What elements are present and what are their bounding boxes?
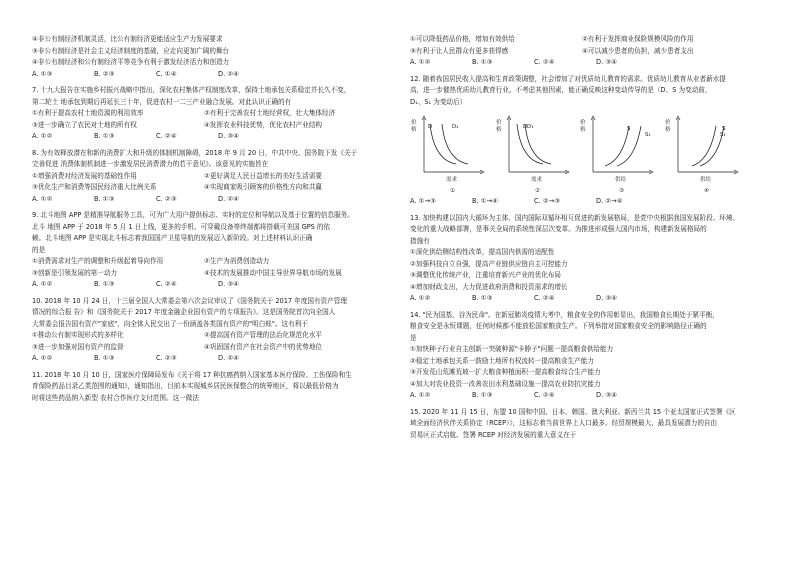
question-stem: 第二轮土 地承包到期后再延长三十年，促进农村一二三产业融合发展。对此认识正确的有	[32, 97, 292, 106]
right-column	[410, 34, 755, 441]
diagram-4	[664, 110, 740, 196]
option-line: ④非公有制经济机制灵活，比公有制经济更能适应生产力发展要求	[32, 35, 223, 43]
diagram-number: ④	[703, 188, 709, 194]
answer-c[interactable]: C. ①④	[156, 69, 177, 78]
answer-d[interactable]: D. ②④	[218, 354, 240, 362]
diagram-2	[495, 110, 571, 196]
question-stem: 时将这些药品纳入新型 农村合作医疗支付范围。这一做法	[32, 393, 199, 402]
option-line: ④非公有制经济和公有制经济平等竞争有利于激发经济活力和创造力	[32, 58, 230, 66]
curve-label: D	[428, 124, 433, 130]
answer-a[interactable]: A. ①②	[32, 194, 53, 203]
y-axis-label: 格	[580, 127, 586, 133]
answer-c[interactable]: C. ②→③	[534, 197, 561, 205]
answer-b[interactable]: B. ①→④	[472, 197, 499, 205]
question-stem: 变化的重大战略部署，是事关全局的系统性深层次变革。为推进形成强大国内市场，构建新发展格局的	[410, 225, 707, 233]
curve-label: S₁	[645, 132, 652, 138]
option-3: ③优化生产和消费等国民经济重大比例关系	[32, 183, 157, 191]
y-axis-label: 价	[411, 120, 417, 126]
question-stem: 情况的综合报 告》和《国务院关于 2017 年度金融企业国有资产的专项报告》。这是国务院首次向全国人	[32, 308, 336, 316]
option-4: ④可以减少患者的负担，减少患者支出	[582, 46, 694, 55]
answer-a[interactable]: A. ①②	[32, 132, 53, 140]
y-axis-label: 价	[495, 120, 502, 126]
answer-d[interactable]: D. ③④	[596, 294, 618, 302]
option-4: ④巩固国有资产在社会资产中的优势地位	[204, 342, 323, 351]
option-2: ②稳定土地承包关系一鼓励土地所有权流转一提高粮食生产能力	[410, 356, 594, 365]
diagram-1	[410, 110, 486, 196]
answer-c[interactable]: C. ②③	[156, 194, 177, 203]
answer-b[interactable]: B. ①③	[94, 132, 115, 140]
option-1: ①有利于提高农村土地资源的利用效率	[32, 109, 144, 117]
answer-c[interactable]: C. ②④	[156, 132, 177, 140]
option-4: ④增加财政支出，大力促进政府消费和投资需求的增长	[410, 282, 568, 291]
option-1: ①增强消费对经济发展的基础性作用	[32, 171, 137, 180]
question-stem: 11. 2018 年 10 月 10 日，国家医疗保障局发布《关于将 17 种抗癌药纳入国家基本医疗保险、工伤保险和生	[32, 370, 352, 379]
question-stem: 12. 随着我国居民收入提高和生育政策调整，社会增加了对优质幼儿教育的需求。优质幼儿教育从业者薪水提	[410, 74, 726, 83]
answer-a[interactable]: A. ①②	[32, 280, 53, 288]
question-14	[410, 310, 755, 402]
answer-choices	[32, 194, 377, 206]
answer-choices	[410, 57, 755, 69]
question-stem: 是	[410, 333, 417, 342]
question-stem: 9. 北斗地图 APP 是精准导航服务工具，可为广大用户提供标志、实时的定位和导航以及基于位置的信息服务。	[32, 211, 354, 219]
answer-b[interactable]: B. ②③	[94, 69, 115, 78]
diagram-number: ③	[619, 188, 625, 194]
answer-c[interactable]: C. ②④	[534, 58, 555, 66]
answer-choices	[32, 353, 377, 365]
option-3: ③调整优化传统产业，注重培育新兴产业的优化布局	[410, 271, 561, 279]
answer-a[interactable]: A. ①②	[410, 391, 431, 399]
curve-before	[522, 124, 551, 164]
answer-c[interactable]: C. ②④	[534, 294, 555, 302]
x-axis-label: 需求	[446, 177, 458, 183]
option-2: ②有利于发挥商业保险规模风险的作用	[582, 35, 694, 43]
diagram-number: ①	[450, 188, 455, 194]
question-stem: 14. "民为国基，谷为民命"。在新冠肺炎疫情大考中，粮食安全的作用彰显出，我国粮食长期处于紧平衡，	[410, 310, 719, 319]
option-1: ①深化供给侧结构性改革，提高国内供需的适配性	[410, 248, 555, 256]
question-stem: 北斗 地图 APP 于 2018 年 5 月 1 日上线，更多的手机、可穿戴设备等终端都将搭载可美国 GPS 的依	[32, 222, 331, 231]
curve-label: S₁	[719, 132, 726, 138]
option-2: ②有利于完善农村土地经营权，壮大集体经济	[204, 109, 336, 117]
option-4: ④发挥农业科技优势，优化农村产业结构	[204, 120, 323, 129]
diagram-number: ②	[534, 188, 540, 194]
question-stem: 贸易区正式启航。签署 RCEP 对经济发展的重大意义在于	[410, 430, 577, 439]
answer-choices	[410, 293, 755, 305]
diagram-3	[579, 110, 655, 196]
answer-choices	[410, 390, 755, 402]
curve-before	[605, 126, 629, 166]
question-stem: 13. 加快构建以国内大循环为主体、国内国际双循环相互促进的新发展格局，是党中央根据我国发展阶段、环境、	[410, 213, 740, 222]
x-axis-label: 需求	[530, 177, 542, 183]
option-1: ①加快种子行业自主创新一突破种源"卡脖子"问题一提高粮食供给能力	[410, 345, 614, 353]
option-1: ①消费需求对生产的调整和升级起着导向作用	[32, 257, 164, 265]
question-stem: 措施有	[410, 236, 430, 245]
question-stem: 大常委会报告国有资产"家底"，向全体人民交出了一份涵盖各类国有资产的"明白账"。这有利于	[32, 319, 308, 328]
curve-label: D₁	[526, 124, 534, 130]
question-stem: 育保险药品目录乙类范围的通知》，通知指出，目前本实现城乡居民医保整合的统筹地区，将以最低价格为	[32, 382, 339, 390]
answer-d[interactable]: D. ②④	[218, 194, 240, 203]
question-stem: 粮食安全是永恒课题，任何时候都不能放松国家粮食生产。下列举措对国家粮食安全的影响路径正确的	[410, 322, 707, 330]
answer-a[interactable]: A. ①→③	[410, 197, 436, 205]
option-4: ④加大对农业投资一改善农田水利基础设施一提高农业防抗灾能力	[410, 379, 601, 388]
question-12	[410, 74, 755, 208]
question-13	[410, 213, 755, 305]
answer-a[interactable]: A. ①②	[410, 294, 431, 302]
answer-b[interactable]: B. ①③	[472, 58, 493, 66]
answer-a[interactable]: A. ①②	[32, 354, 53, 362]
answer-d[interactable]: D. ③④	[596, 58, 618, 66]
answer-c[interactable]: C. ②③	[156, 354, 177, 362]
question-stem: 域全面经济伙伴关系协定（RCEP）》，这标志着当前世界上人口最多、经贸规模最大、最具发展潜力的自由	[410, 419, 718, 427]
option-3: ③进一步确立了农民对土地的所有权	[32, 120, 137, 129]
answer-a[interactable]: A. ①②	[410, 58, 431, 66]
answer-choices	[32, 131, 377, 143]
question-7	[32, 85, 377, 143]
curve-label: S	[627, 126, 631, 132]
option-2: ②生产为消费创造动力	[204, 257, 270, 265]
answer-b[interactable]: B. ①③	[472, 391, 493, 399]
question-stem: 7. 十九大报告在实施乡村振兴战略中指出，深化农村集体产权制度改革，保持土地承包关系稳定并长久不变，	[32, 86, 351, 94]
supply-demand-diagrams	[410, 110, 740, 196]
question-stem: 完善促进 消费体制机制进一步激发居民消费潜力的若干意见》。该意见的实施旨在	[32, 160, 269, 168]
question-9	[32, 210, 377, 291]
answer-c[interactable]: C. ②④	[156, 280, 177, 288]
answer-choices	[32, 279, 377, 291]
curve-after	[442, 124, 468, 164]
answer-choices	[410, 196, 755, 208]
answer-b[interactable]: B. ①③	[472, 294, 493, 302]
question-15	[410, 407, 755, 442]
answer-d[interactable]: D. ③④	[596, 391, 618, 399]
question-stem: 8. 为有效释放潜在和新的消费扩大和升级的体制机制障碍，2018 年 9 月 20 日，中共中央、国务院下发《关于	[32, 148, 358, 157]
option-2: ②提高国有资产管理的法治化规范化水平	[204, 331, 323, 339]
y-axis-label: 价	[580, 120, 586, 126]
option-4: ④实现商家吸引顾客的价格性方向和共赢	[204, 183, 323, 191]
answer-d[interactable]: D. ②④	[218, 69, 240, 78]
option-2: ②更好满足人民日益增长的美好生活需要	[204, 171, 323, 180]
curve-label: D₁	[452, 124, 459, 130]
curve-label: D	[522, 124, 527, 130]
question-10	[32, 296, 377, 365]
option-3: ③创新是引领发展的第一动力	[32, 268, 118, 277]
y-axis-label: 格	[495, 127, 502, 133]
answer-b[interactable]: B. ①③	[94, 354, 115, 362]
answer-d[interactable]: D. ③④	[218, 132, 240, 140]
option-4: ④技术的发展推动中国主导世界导航市场的发展	[204, 268, 342, 277]
answer-d[interactable]: D. ②→④	[596, 197, 623, 205]
curve-after	[692, 126, 716, 166]
x-axis-label: 供给	[615, 177, 627, 183]
answer-d[interactable]: D. ③④	[218, 280, 240, 288]
option-2: ②加强科技自立自强，提高产业链供应链自主可控能力	[410, 259, 568, 268]
answer-b[interactable]: B. ①③	[94, 194, 115, 203]
answer-b[interactable]: B. ①③	[94, 280, 115, 288]
option-3: ③有利于让人民群众有更多获得感	[410, 46, 509, 55]
option-1: ①推动公有制实现形式的多样化	[32, 331, 124, 339]
y-axis-label: 格	[411, 127, 417, 133]
curve-label: S	[721, 126, 726, 132]
question-stem: 10. 2018 年 10 月 24 日，十三届全国人大常委会第六次会议审议了《国务院关于 2017 年度国有资产管理	[32, 296, 347, 305]
question-stem: 的是	[32, 245, 46, 254]
answer-a[interactable]: A. ①③	[32, 69, 53, 78]
answer-c[interactable]: C. ②④	[534, 391, 555, 399]
option-line: ③非公有制经济是社会主义经济制度的基础，应走向更加广阔的舞台	[32, 46, 230, 55]
left-column	[32, 34, 377, 404]
answer-choices	[32, 69, 377, 81]
question-stem: 15. 2020 年 11 月 15 日，东盟 10 国和中国、日本、韩国、澳大利亚、新西兰共 15 个亚太国家正式签署《区	[410, 407, 736, 416]
question-11	[32, 370, 377, 405]
question-stem: 高，进一步催热优质幼儿教育行业。不考虑其他因素，能正确反映这种变动传导的是（D、S 为变动前，	[410, 86, 712, 94]
question-stem: D₁、S₁ 为变动后）	[410, 97, 467, 106]
question-8	[32, 148, 377, 206]
option-3: ③开发荒山荒滩荒坡一扩大粮食种植面积一提高粮食综合生产能力	[410, 368, 601, 376]
option-1: ①可以降低药品价格，增加有效供给	[410, 35, 515, 43]
option-3: ③进一步加强对国有资产的监督	[32, 342, 124, 351]
y-axis-label: 格	[664, 127, 671, 133]
curve-after	[617, 126, 641, 166]
y-axis-label: 价	[664, 120, 671, 126]
x-axis-label: 供给	[699, 177, 711, 183]
question-stem: 赖。北斗地图 APP 是实现北斗标志着我国国产卫星导航的发展迈入新阶段。对上述材料认识正确	[32, 234, 313, 242]
